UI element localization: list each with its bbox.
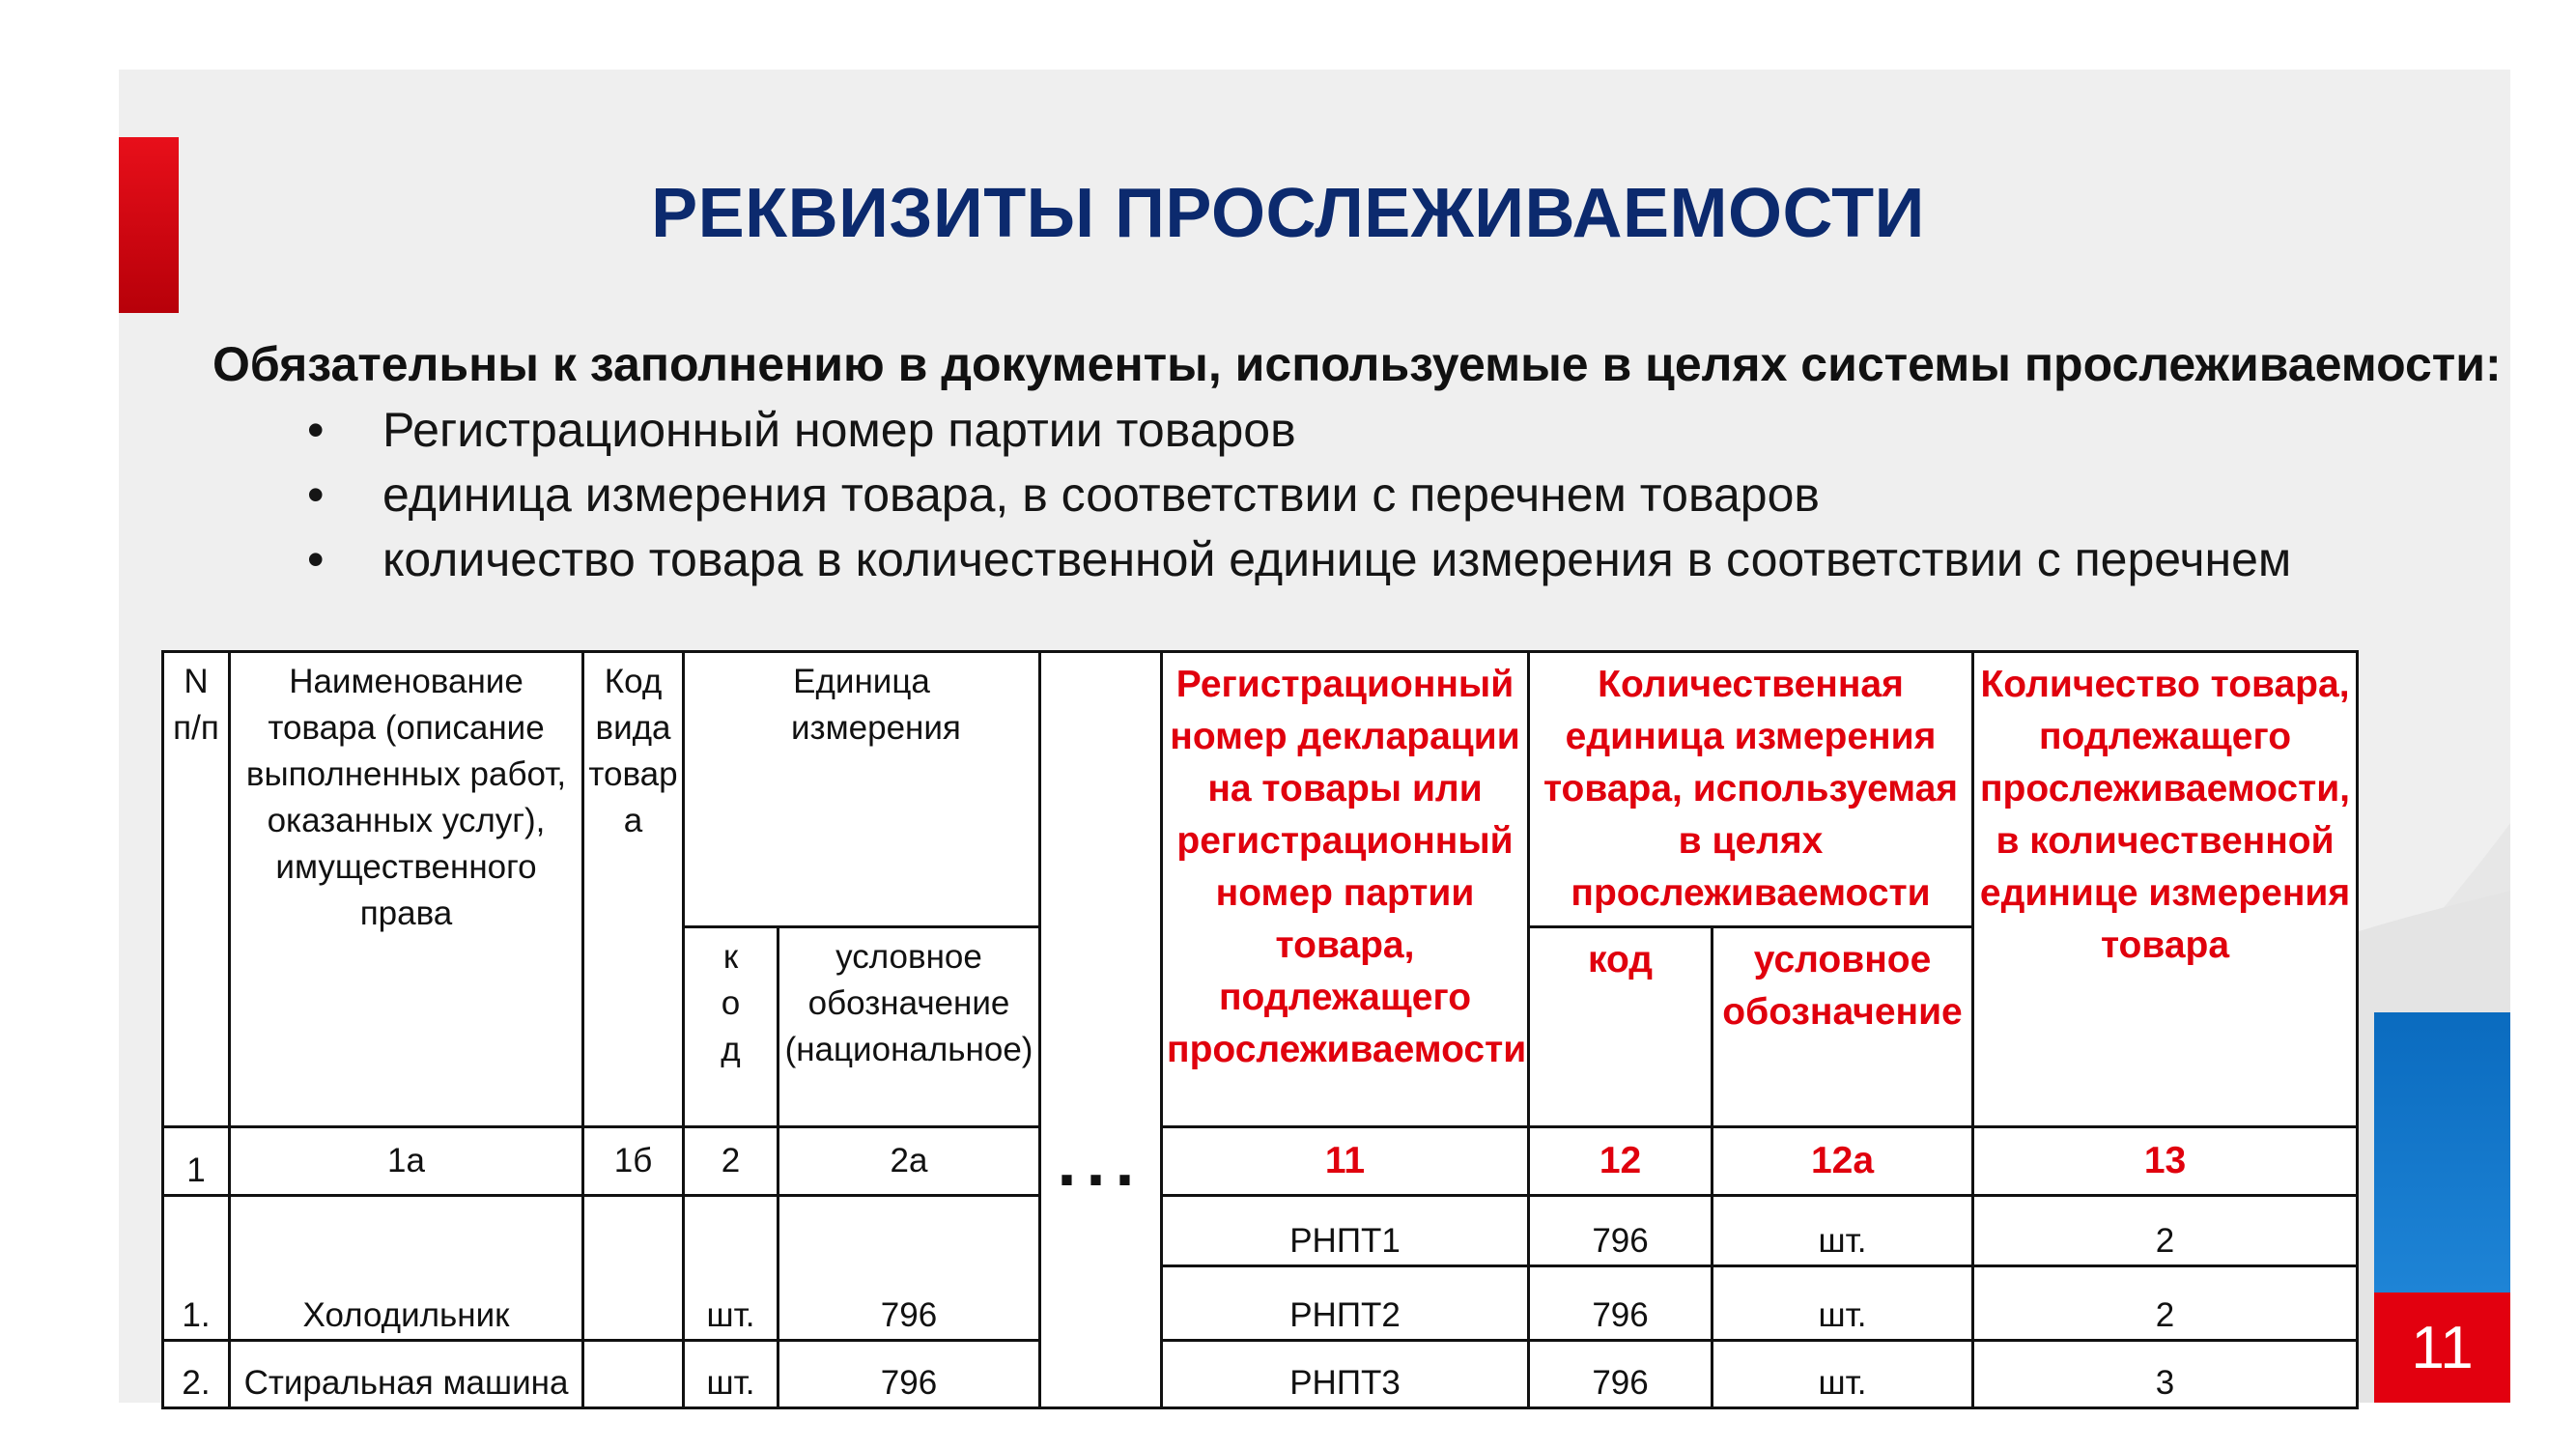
bullet-icon: •: [307, 468, 325, 522]
lead-text: Обязательны к заполнению в документы, используемые в целях системы прослеживаемости:: [212, 337, 2502, 391]
colnum-qty-unit-code: 12: [1529, 1127, 1713, 1196]
header-qty-unit: Количественная единица измерения товара, используемая в целях прослеживаемости: [1529, 652, 1973, 927]
colnum-reg-number: 11: [1162, 1127, 1529, 1196]
list-item: [307, 527, 2291, 592]
header-unit-code: [684, 927, 778, 1127]
traceability-table: [161, 650, 2359, 1409]
table-row: [163, 1341, 2358, 1408]
header-code-kind-line: а: [623, 802, 643, 839]
row-name: Стиральная машина: [230, 1341, 583, 1408]
row-n: 2.: [163, 1341, 230, 1408]
header-ellipsis: ...: [1040, 652, 1162, 1408]
list-item: [307, 398, 2291, 463]
header-code-kind-line: Код: [604, 663, 663, 700]
page-title: РЕКВИЗИТЫ ПРОСЛЕЖИВАЕМОСТИ: [651, 175, 1925, 252]
row-qty-unit-symbol: шт.: [1713, 1196, 1973, 1266]
column-number-row: [163, 1127, 2358, 1196]
header-n-line: N: [184, 663, 209, 700]
header-unit-code-line: о: [721, 984, 741, 1022]
colnum-quantity: 13: [1973, 1127, 2358, 1196]
row-code-kind: [583, 1196, 684, 1341]
list-item-text: Регистрационный номер партии товаров: [382, 403, 1296, 457]
header-qty-unit-code: код: [1529, 927, 1713, 1127]
slide-number: 11: [2374, 1293, 2510, 1403]
header-code-kind: [583, 652, 684, 1127]
row-reg-number: РНПТ1: [1162, 1196, 1529, 1266]
row-unit-symbol: 796: [778, 1341, 1040, 1408]
row-qty-unit-code: 796: [1529, 1266, 1713, 1341]
row-n: 1.: [163, 1196, 230, 1341]
list-item-text: единица измерения товара, в соответствии с перечнем товаров: [382, 468, 1820, 522]
row-qty-unit-symbol: шт.: [1713, 1266, 1973, 1341]
header-unit: Единица измерения: [684, 652, 1040, 927]
header-unit-code-line: к: [722, 938, 739, 976]
row-quantity: 2: [1973, 1196, 2358, 1266]
colnum-qty-unit-symbol: 12а: [1713, 1127, 1973, 1196]
header-code-kind-line: товар: [588, 755, 678, 793]
row-code-kind: [583, 1341, 684, 1408]
list-item-text: количество товара в количественной единице измерения в соответствии с перечнем: [382, 532, 2292, 586]
header-n-line: п/п: [173, 709, 219, 747]
row-qty-unit-code: 796: [1529, 1341, 1713, 1408]
header-code-kind-line: вида: [595, 709, 671, 747]
colnum-code-kind: 1б: [583, 1127, 684, 1196]
header-unit-code-line: д: [721, 1031, 741, 1068]
row-qty-unit-symbol: шт.: [1713, 1341, 1973, 1408]
header-n: [163, 652, 230, 1127]
bullet-icon: •: [307, 403, 325, 457]
table-row: [163, 1196, 2358, 1266]
header-unit-symbol: условное обозначение (национальное): [778, 927, 1040, 1127]
row-qty-unit-code: 796: [1529, 1196, 1713, 1266]
row-unit-code: шт.: [684, 1196, 778, 1341]
requirements-list: [307, 398, 2291, 592]
flag-blue-stripe: [2374, 1012, 2510, 1293]
list-item: [307, 463, 2291, 527]
header-reg-number: Регистрационный номер декларации на товары или регистрационный номер партии товара, подлежащего прослеживаемости: [1162, 652, 1529, 1127]
colnum-unit-code: 2: [684, 1127, 778, 1196]
row-unit-symbol: 796: [778, 1196, 1040, 1341]
header-row: [163, 652, 2358, 927]
row-name: Холодильник: [230, 1196, 583, 1341]
header-name: Наименование товара (описание выполненных работ, оказанных услуг), имущественного права: [230, 652, 583, 1127]
row-reg-number: РНПТ3: [1162, 1341, 1529, 1408]
row-quantity: 3: [1973, 1341, 2358, 1408]
colnum-name: 1а: [230, 1127, 583, 1196]
bullet-icon: •: [307, 532, 325, 586]
row-unit-code: шт.: [684, 1341, 778, 1408]
row-quantity: 2: [1973, 1266, 2358, 1341]
colnum-unit-symbol: 2а: [778, 1127, 1040, 1196]
colnum-n: 1: [163, 1127, 230, 1196]
header-quantity: Количество товара, подлежащего прослеживаемости, в количественной единице измерения товара: [1973, 652, 2358, 1127]
row-reg-number: РНПТ2: [1162, 1266, 1529, 1341]
header-qty-unit-symbol: условное обозначение: [1713, 927, 1973, 1127]
